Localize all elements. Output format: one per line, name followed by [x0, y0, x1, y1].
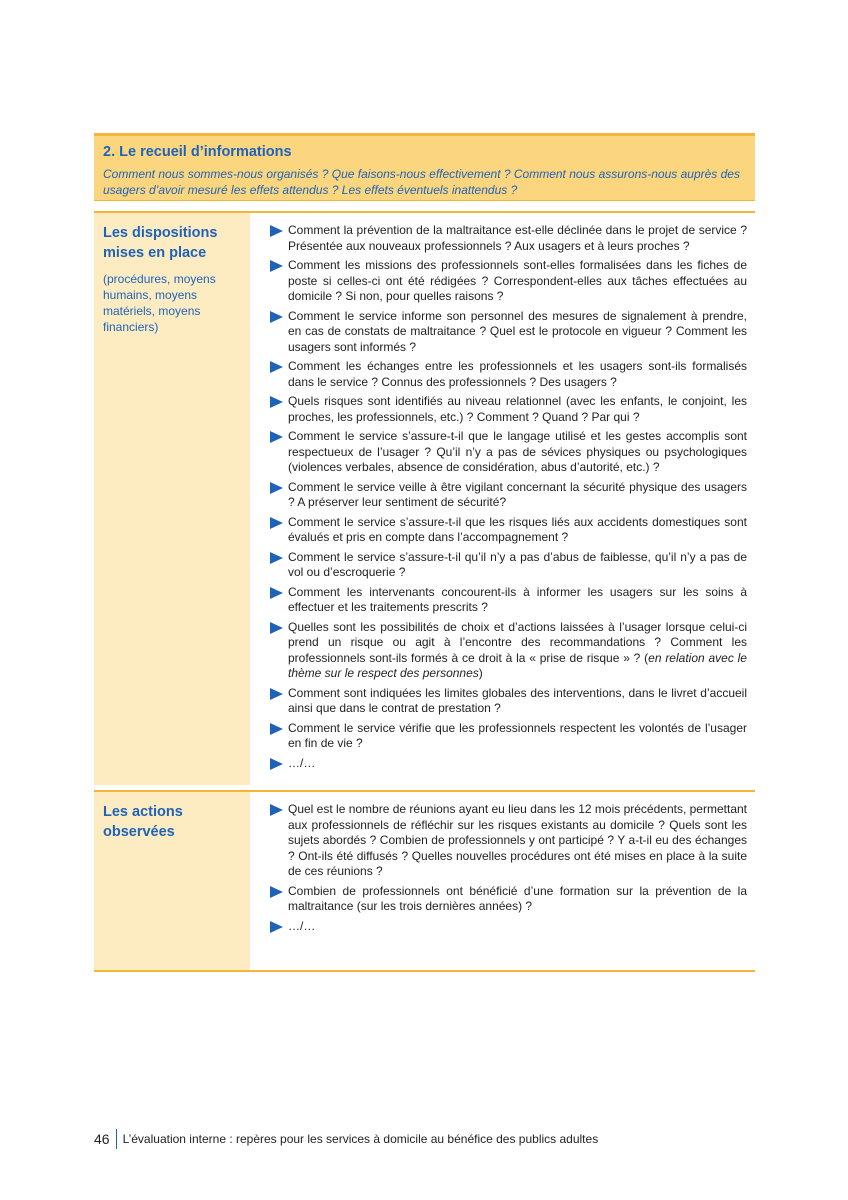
page-number: 46: [94, 1131, 110, 1147]
arrow-bullet-icon: [270, 396, 283, 408]
arrow-bullet-icon: [270, 517, 283, 529]
dispositions-title: Les dispositions mises en place: [103, 225, 218, 261]
dispositions-list: [270, 223, 747, 771]
item-text: Combien de professionnels ont bénéficié d’une formation sur la prévention de la maltraitance (sur les trois dernières années) ?: [288, 883, 747, 913]
item-text: Comment le service s’assure-t-il que les risques liés aux accidents domestiques sont évalués et pris en compte dans l’accompagnement ?: [288, 514, 747, 544]
arrow-bullet-icon: [270, 758, 283, 770]
list-item: [270, 394, 747, 425]
dispositions-section: [94, 211, 755, 785]
list-item: [270, 550, 747, 581]
arrow-bullet-icon: [270, 552, 283, 564]
item-text: Comment la prévention de la maltraitance est-elle déclinée dans le projet de service ? Présentée aux nouveaux professionnels ? Aux usagers et à leurs proches ?: [288, 223, 747, 253]
footer-text: L’évaluation interne : repères pour les services à domicile au bénéfice des publics adultes: [122, 1132, 599, 1146]
dispositions-questions: [250, 213, 755, 785]
arrow-bullet-icon: [270, 361, 283, 373]
list-item: [270, 756, 747, 772]
list-item: [270, 515, 747, 546]
list-item: [270, 223, 747, 254]
arrow-bullet-icon: [270, 886, 283, 898]
arrow-bullet-icon: [270, 225, 283, 237]
footer-divider: [116, 1129, 117, 1149]
item-text: Comment sont indiquées les limites globales des interventions, dans le livret d’accueil ainsi que dans le contrat de prestation ?: [288, 685, 747, 715]
arrow-bullet-icon: [270, 921, 283, 933]
item-text: Quelles sont les possibilités de choix et d’actions laissées à l’usager lorsque celui-ci prend un risque ou agit à l’encontre des recommandations ? Comment les professionnels sont-ils formés à ce droit à la « prise de risque » ? (: [288, 619, 747, 665]
item-text: Quel est le nombre de réunions ayant eu lieu dans les 12 mois précédents, permettant aux professionnels de réfléchir sur les risques existants au domicile ? Quels sont les sujets abordés ? Combien de professionnels y ont participé ? Y a-t-il eu des échanges ? Ont-ils été diffusés ? Quelles nouvelles procédures ont été mises en place à la suite de ces réunions ?: [288, 802, 747, 878]
item-text: Quels risques sont identifiés au niveau relationnel (avec les enfants, le conjoint, les proches, les professionnels, etc.) ? Comment ? Quand ? Par qui ?: [288, 394, 747, 424]
list-item: [270, 359, 747, 390]
list-item: [270, 884, 747, 915]
item-italic-reference: en relation avec le thème sur le respect des personnes: [288, 650, 747, 680]
list-item: [270, 429, 747, 476]
list-item: [270, 480, 747, 511]
arrow-bullet-icon: [270, 688, 283, 700]
item-text: Comment les intervenants concourent-ils à informer les usagers sur les soins à effectuer et les traitements prescrits ?: [288, 584, 747, 614]
arrow-bullet-icon: [270, 482, 283, 494]
actions-questions: [250, 792, 755, 970]
list-item: [270, 620, 747, 682]
arrow-bullet-icon: [270, 260, 283, 272]
actions-title: Les actions observées: [103, 804, 183, 840]
section-header: [94, 133, 755, 201]
item-text: Comment les échanges entre les professionnels et les usagers sont-ils formalisés dans le service ? Connus des professionnels ? Des usagers ?: [288, 359, 747, 389]
list-item: [270, 721, 747, 752]
actions-side-panel: [94, 792, 250, 970]
arrow-bullet-icon: [270, 587, 283, 599]
item-text: Comment le service vérifie que les professionnels respectent les volontés de l’usager en fin de vie ?: [288, 720, 747, 750]
item-text: Comment le service veille à être vigilant concernant la sécurité physique des usagers ? A préserver leur sentiment de sécurité?: [288, 479, 747, 509]
item-text: …/…: [288, 918, 316, 933]
item-text: Comment le service informe son personnel des mesures de signalement à prendre, en cas de constats de maltraitance ? Quel est le protocole en vigueur ? Comment les usagers sont informés ?: [288, 308, 747, 354]
section-title: 2. Le recueil d’informations: [103, 144, 292, 160]
arrow-bullet-icon: [270, 723, 283, 735]
arrow-bullet-icon: [270, 431, 283, 443]
arrow-bullet-icon: [270, 311, 283, 323]
arrow-bullet-icon: [270, 804, 283, 816]
list-item: [270, 258, 747, 305]
item-text: Comment le service s’assure-t-il que le langage utilisé et les gestes accomplis sont respectueux de l’usager ? Qu’il n’y a pas de sévices physiques ou psychologiques (violences verbales, absence de considération, abus d’autorité, etc.) ?: [288, 429, 747, 474]
list-item: [270, 686, 747, 717]
item-text: Comment le service s’assure-t-il qu’il n’y a pas d’abus de faiblesse, qu’il n’y a pas de vol ou d’escroquerie ?: [288, 549, 747, 579]
dispositions-note: (procédures, moyens humains, moyens matériels, moyens financiers): [103, 272, 216, 334]
item-text: Comment les missions des professionnels sont-elles formalisées dans les fiches de poste si celles-ci ont été rédigées ? Correspondent-elles aux tâches effectuées au domicile ? Si non, pour quelles raisons ?: [288, 258, 747, 303]
actions-section: [94, 790, 755, 972]
list-item: [270, 919, 747, 935]
list-item: [270, 585, 747, 616]
dispositions-side-panel: [94, 213, 250, 785]
actions-list: [270, 802, 747, 934]
list-item: [270, 309, 747, 356]
arrow-bullet-icon: [270, 622, 283, 634]
section-subtitle: Comment nous sommes-nous organisés ? Que faisons-nous effectivement ? Comment nous assurons-nous auprès des usagers d’avoir mesuré les effets attendus ? Les effets éventuels inattendus ?: [103, 167, 740, 197]
list-item: [270, 802, 747, 880]
page-footer: [94, 1129, 598, 1149]
item-text: …/…: [288, 755, 316, 770]
item-text-end: ): [478, 666, 483, 680]
